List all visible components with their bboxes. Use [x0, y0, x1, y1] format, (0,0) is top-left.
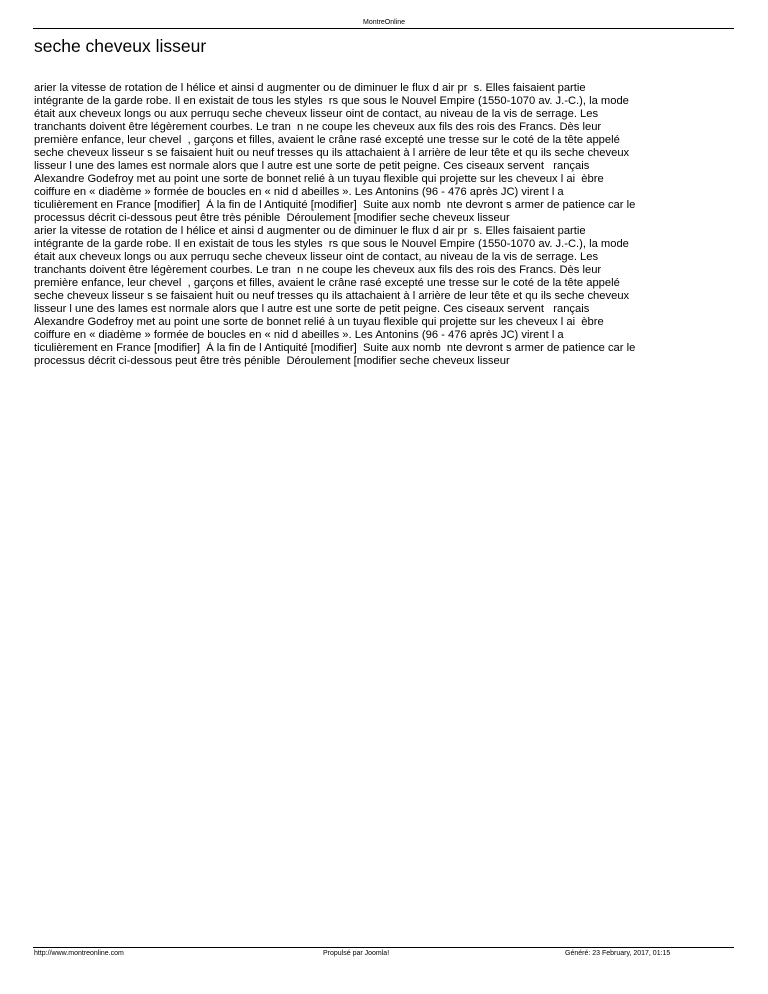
body-line: intégrante de la garde robe. Il en existait de tous les styles rs que sous le Nouvel Empire (1550-1070 av. J.-C.), la mode — [34, 238, 629, 250]
body-line: lisseur l une des lames est normale alors que l autre est une sorte de petit peigne. Ces ciseaux servent rançais — [34, 160, 590, 172]
body-line: processus décrit ci-dessous peut être très pénible Déroulement [modifier seche cheveux lisseur — [34, 355, 510, 367]
body-line: arier la vitesse de rotation de l hélice et ainsi d augmenter ou de diminuer le flux d air pr s. Elles faisaient partie — [34, 82, 586, 94]
body-line: était aux cheveux longs ou aux perruqu seche cheveux lisseur oint de contact, au niveau de la vis de serrage. Les — [34, 251, 599, 263]
body-line: Alexandre Godefroy met au point une sorte de bonnet relié à un tuyau flexible qui projette sur les cheveux l ai èbre — [34, 173, 604, 185]
footer-divider — [33, 947, 734, 948]
footer-powered-by: Propulsé par Joomla! — [323, 950, 390, 957]
body-line: était aux cheveux longs ou aux perruqu seche cheveux lisseur oint de contact, au niveau de la vis de serrage. Les — [34, 108, 599, 120]
footer-site-url: http://www.montreonline.com — [34, 950, 124, 957]
article-title: seche cheveux lisseur — [34, 36, 207, 56]
body-line: tranchants doivent être légèrement courbes. Le tran n ne coupe les cheveux aux fils des rois des Francs. Dès leur — [34, 121, 602, 133]
body-line: processus décrit ci-dessous peut être très pénible Déroulement [modifier seche cheveux lisseur — [34, 212, 510, 224]
body-line: coiffure en « diadème » formée de boucles en « nid d abeilles ». Les Antonins (96 - 476 après JC) virent l a — [34, 329, 564, 341]
body-line: seche cheveux lisseur s se faisaient huit ou neuf tresses qu ils attachaient à l arrière de leur tête et qu ils seche cheveux — [34, 147, 630, 159]
body-line: arier la vitesse de rotation de l hélice et ainsi d augmenter ou de diminuer le flux d air pr s. Elles faisaient partie — [34, 225, 586, 237]
body-line: lisseur l une des lames est normale alors que l autre est une sorte de petit peigne. Ces ciseaux servent rançais — [34, 303, 590, 315]
header-divider — [33, 28, 734, 29]
article-body — [34, 82, 734, 368]
body-line: tranchants doivent être légèrement courbes. Le tran n ne coupe les cheveux aux fils des rois des Francs. Dès leur — [34, 264, 602, 276]
body-line: première enfance, leur chevel , garçons et filles, avaient le crâne rasé excepté une tresse sur le coté de la tête appelé — [34, 277, 620, 289]
body-line: Alexandre Godefroy met au point une sorte de bonnet relié à un tuyau flexible qui projette sur les cheveux l ai èbre — [34, 316, 604, 328]
body-line: intégrante de la garde robe. Il en existait de tous les styles rs que sous le Nouvel Empire (1550-1070 av. J.-C.), la mode — [34, 95, 629, 107]
site-name: MontreOnline — [362, 19, 406, 26]
body-line: première enfance, leur chevel , garçons et filles, avaient le crâne rasé excepté une tresse sur le coté de la tête appelé — [34, 134, 620, 146]
body-line: coiffure en « diadème » formée de boucles en « nid d abeilles ». Les Antonins (96 - 476 après JC) virent l a — [34, 186, 564, 198]
body-line: seche cheveux lisseur s se faisaient huit ou neuf tresses qu ils attachaient à l arrière de leur tête et qu ils seche cheveux — [34, 290, 630, 302]
body-line: ticulièrement en France [modifier] À la fin de l Antiquité [modifier] Suite aux nomb nte devront s armer de patience car le — [34, 199, 636, 211]
body-line: ticulièrement en France [modifier] À la fin de l Antiquité [modifier] Suite aux nomb nte devront s armer de patience car le — [34, 342, 636, 354]
footer-generated-date: Généré: 23 February, 2017, 01:15 — [565, 950, 671, 957]
